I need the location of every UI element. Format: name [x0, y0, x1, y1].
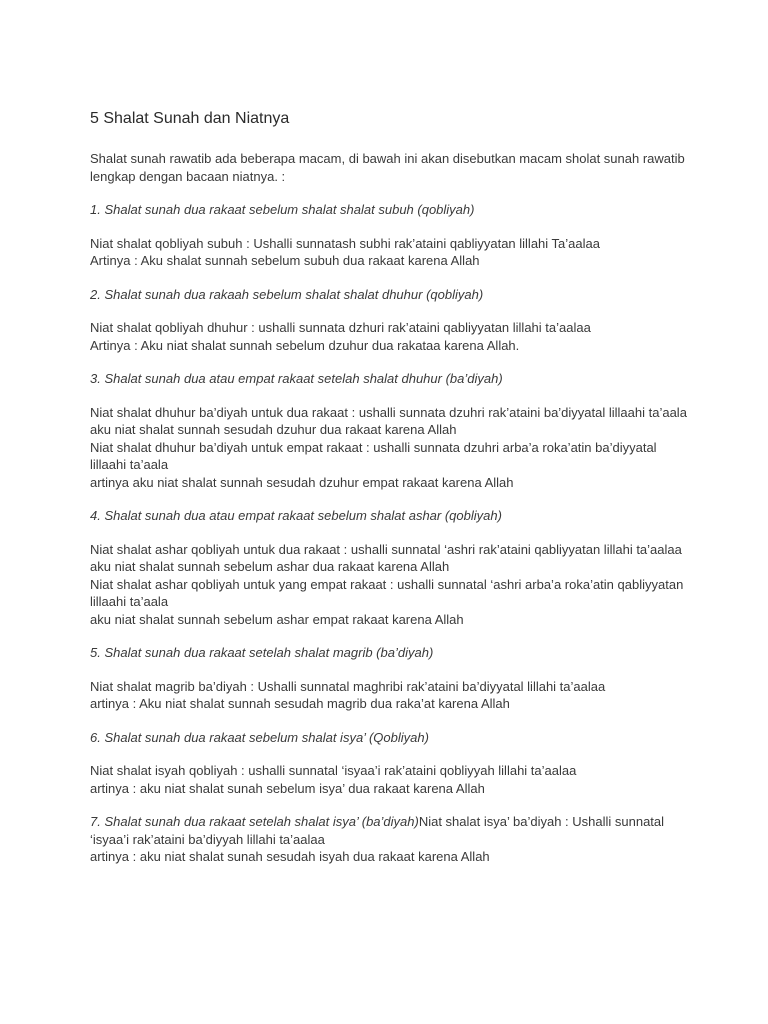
section-line: Niat shalat ashar qobliyah untuk yang empat rakaat : ushalli sunnatal ‘ashri arba’a roka’atin qabliyyatan lillaahi ta’aala: [90, 576, 684, 609]
document-page: [90, 108, 690, 882]
section-line: Artinya : Aku shalat sunnah sebelum subuh dua rakaat karena Allah: [90, 253, 480, 268]
section-7-inline-text: Niat shalat isya’ ba’diyah : Ushalli sunnatal ‘isyaa’i rak’ataini ba’diyyah lillahi ta’aalaa: [90, 814, 665, 847]
section-line: Niat shalat isyah qobliyah : ushalli sunnatal ‘isyaa’i rak’ataini qobliyyah lillahi ta’aalaa: [90, 763, 577, 778]
intro-paragraph: Shalat sunah rawatib ada beberapa macam, di bawah ini akan disebutkan macam sholat sunah rawatib lengkap dengan bacaan niatnya. :: [90, 151, 685, 184]
section-7-heading: 7. Shalat sunah dua rakaat setelah shalat isya’ (ba’diyah): [90, 814, 419, 829]
section-line: Niat shalat qobliyah subuh : Ushalli sunnatash subhi rak’ataini qabliyyatan lillahi Ta’aalaa: [90, 235, 600, 251]
section-line: artinya : aku niat shalat sunah sebelum isya’ dua rakaat karena Allah: [90, 780, 485, 796]
section-1: [90, 201, 690, 270]
section-line: Niat shalat magrib ba’diyah : Ushalli sunnatal maghribi rak’ataini ba’diyyatal lillahi ta’aalaa: [90, 678, 606, 694]
section-7-first-line: [90, 813, 690, 848]
section-heading: 6. Shalat sunah dua rakaat sebelum shalat isya’ (Qobliyah): [90, 729, 429, 745]
section-line: Niat shalat dhuhur ba’diyah untuk dua rakaat : ushalli sunnata dzuhri rak’ataini ba’diyyatal lillaahi ta’aala: [90, 404, 687, 420]
section-heading: 3. Shalat sunah dua atau empat rakaat setelah shalat dhuhur (ba’diyah): [90, 371, 503, 386]
section-line: Niat shalat ashar qobliyah untuk dua rakaat : ushalli sunnatal ‘ashri rak’ataini qabliyyatan lillahi ta’aalaa: [90, 541, 682, 557]
section-heading: 2. Shalat sunah dua rakaah sebelum shalat shalat dhuhur (qobliyah): [90, 286, 484, 302]
section-6: [90, 729, 690, 798]
section-5: [90, 644, 690, 713]
section-heading: 4. Shalat sunah dua atau empat rakaat sebelum shalat ashar (qobliyah): [90, 508, 502, 523]
document-title: 5 Shalat Sunah dan Niatnya: [90, 110, 290, 127]
section-line: aku niat shalat sunnah sebelum ashar dua rakaat karena Allah: [90, 559, 450, 574]
section-heading: 5. Shalat sunah dua rakaat setelah shalat magrib (ba’diyah): [90, 645, 434, 660]
section-7-line: artinya : aku niat shalat sunah sesudah isyah dua rakaat karena Allah: [90, 849, 490, 864]
section-7: [90, 813, 690, 866]
sections-container: [90, 201, 690, 797]
section-2: [90, 286, 690, 355]
section-line: artinya : Aku niat shalat sunnah sesudah magrib dua raka’at karena Allah: [90, 696, 510, 711]
section-line: aku niat shalat sunnah sesudah dzuhur dua rakaat karena Allah: [90, 422, 457, 437]
section-heading: 1. Shalat sunah dua rakaat sebelum shalat shalat subuh (qobliyah): [90, 202, 475, 217]
section-3: [90, 370, 690, 491]
section-line: artinya aku niat shalat sunnah sesudah dzuhur empat rakaat karena Allah: [90, 474, 514, 490]
section-4: [90, 507, 690, 628]
section-line: aku niat shalat sunnah sebelum ashar empat rakaat karena Allah: [90, 611, 464, 627]
section-line: Niat shalat qobliyah dhuhur : ushalli sunnata dzhuri rak’ataini qabliyyatan lillahi ta’aalaa: [90, 320, 591, 335]
section-line: Niat shalat dhuhur ba’diyah untuk empat rakaat : ushalli sunnata dzuhri arba’a roka’atin ba’diyyatal lillaahi ta’aala: [90, 439, 657, 472]
section-line: Artinya : Aku niat shalat sunnah sebelum dzuhur dua rakataa karena Allah.: [90, 337, 520, 353]
